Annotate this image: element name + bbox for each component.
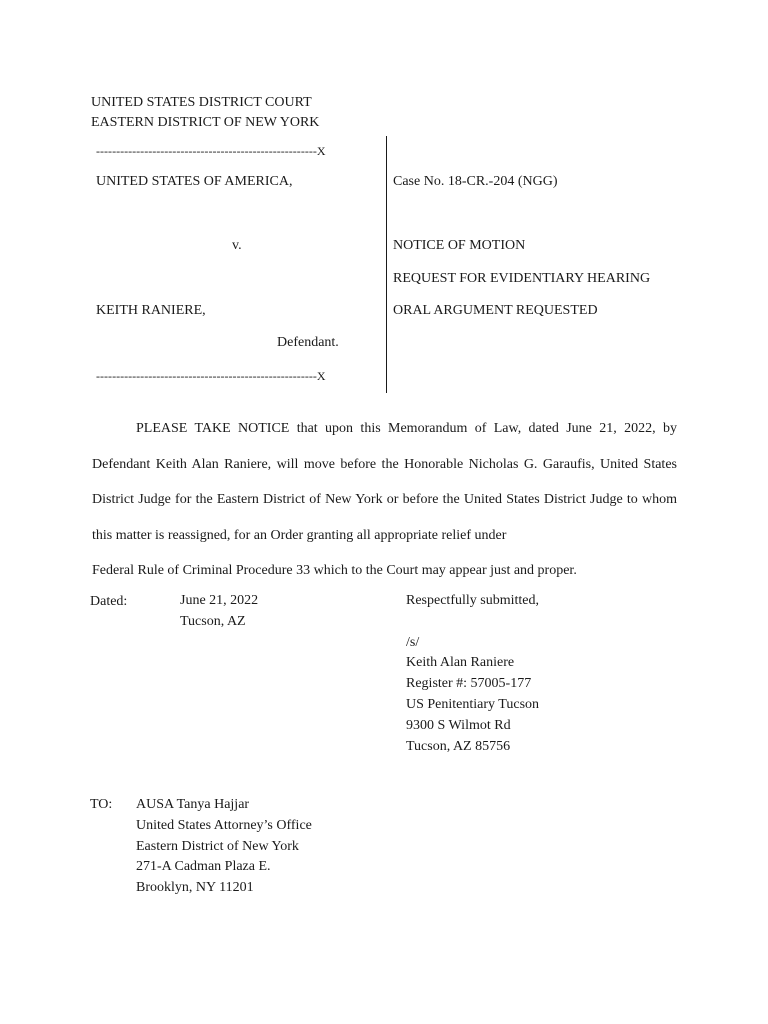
caption-rule-bottom: -------------------------------------------------------X — [96, 369, 326, 383]
document-title-notice: NOTICE OF MOTION — [393, 238, 526, 253]
versus-label: v. — [232, 238, 242, 253]
recipient-name: AUSA Tanya Hajjar — [136, 797, 250, 812]
document-title-argument: ORAL ARGUMENT REQUESTED — [393, 303, 598, 318]
signing-place: Tucson, AZ — [180, 613, 246, 629]
to-label: TO: — [90, 797, 113, 812]
document-title-hearing: REQUEST FOR EVIDENTIARY HEARING — [393, 271, 651, 286]
facility-city: Tucson, AZ 85756 — [406, 738, 511, 754]
facility-street: 9300 S Wilmot Rd — [406, 717, 511, 733]
closing: Respectfully submitted, — [406, 593, 539, 608]
recipient-district: Eastern District of New York — [136, 838, 299, 854]
caption-rule-top: -------------------------------------------------------X — [96, 144, 326, 158]
plaintiff-name: UNITED STATES OF AMERICA, — [96, 174, 293, 189]
defendant-label: Defendant. — [277, 335, 339, 350]
facility-name: US Penitentiary Tucson — [406, 696, 540, 712]
dated-label: Dated: — [90, 594, 128, 609]
case-number: Case No. 18-CR.-204 (NGG) — [393, 174, 558, 189]
electronic-signature: /s/ — [406, 634, 420, 650]
court-name: UNITED STATES DISTRICT COURT — [91, 95, 312, 110]
caption-divider — [386, 136, 387, 393]
register-number: Register #: 57005-177 — [406, 676, 532, 692]
notice-paragraph — [92, 411, 677, 589]
defendant-name: KEITH RANIERE, — [96, 303, 206, 318]
spacer — [406, 612, 539, 633]
recipient-office: United States Attorney’s Office — [136, 817, 312, 833]
signer-name: Keith Alan Raniere — [406, 655, 515, 671]
recipient-city: Brooklyn, NY 11201 — [136, 880, 254, 896]
notice-paragraph-last-line: Federal Rule of Criminal Procedure 33 which to the Court may appear just and proper. — [92, 563, 577, 578]
signing-date: June 21, 2022 — [180, 593, 259, 608]
court-district: EASTERN DISTRICT OF NEW YORK — [91, 115, 320, 130]
recipient-street: 271-A Cadman Plaza E. — [136, 859, 271, 875]
date-place-block — [180, 591, 258, 633]
signature-block — [406, 591, 539, 757]
recipient-block — [136, 795, 312, 899]
notice-paragraph-text: PLEASE TAKE NOTICE that upon this Memorandum of Law, dated June 21, 2022, by Defendant Keith Alan Raniere, will move before the Honorable Nicholas G. Garaufis, United States District Judge for the Eastern District of New York or before the United States District Judge to whom this matter is reassigned, for an Order granting all appropriate relief under — [92, 421, 677, 543]
